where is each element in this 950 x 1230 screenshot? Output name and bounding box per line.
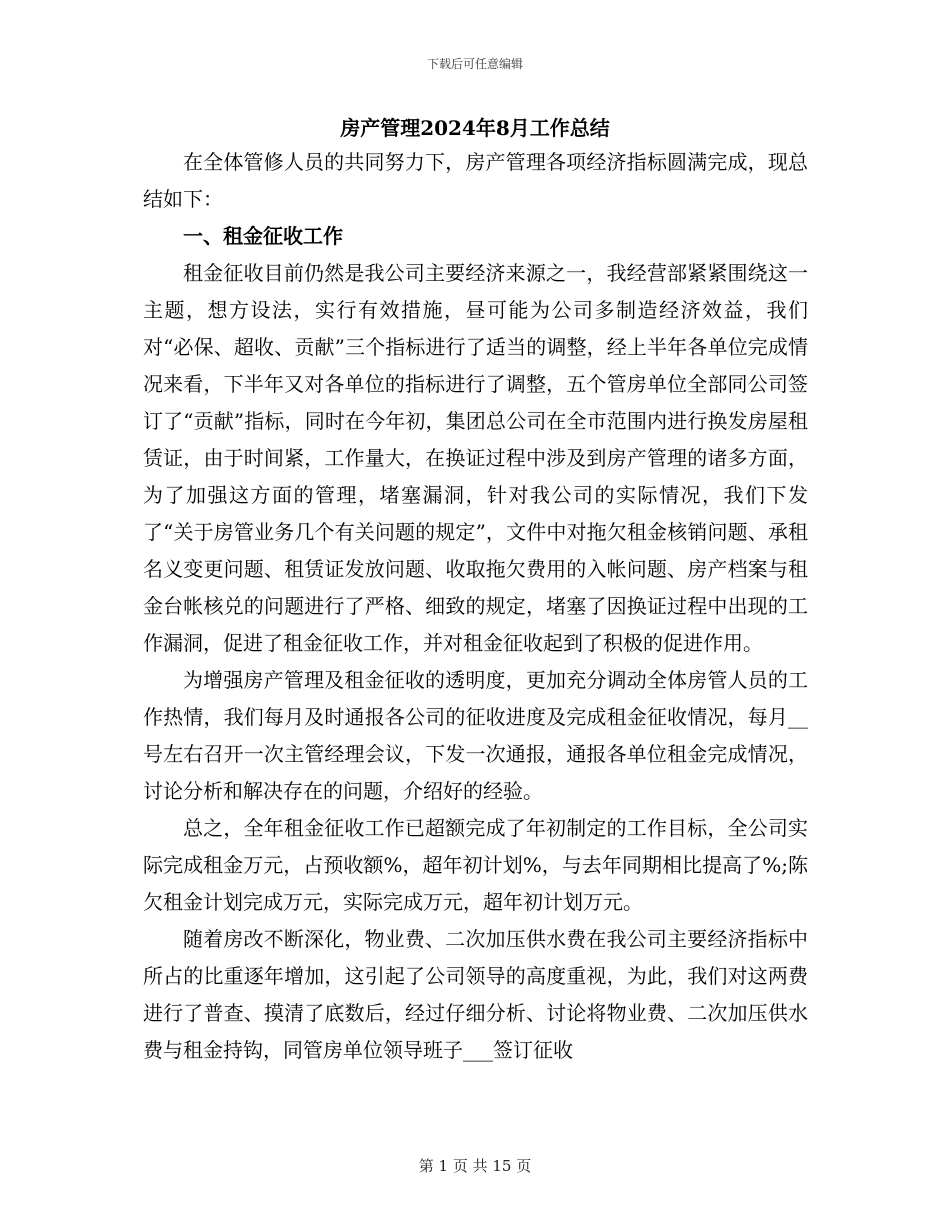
page-footer: 第 1 页 共 15 页 <box>418 1157 532 1175</box>
document-body <box>143 144 808 1069</box>
intro-paragraph: 在全体管修人员的共同努力下，房产管理各项经济指标圆满完成，现总结如下： <box>143 150 808 211</box>
document-title: 房产管理2024年8月工作总结 <box>340 116 610 140</box>
body-paragraph: 随着房改不断深化，物业费、二次加压供水费在我公司主要经济指标中所占的比重逐年增加，这引起了公司领导的高度重视，为此，我们对这两费进行了普查、摸清了底数后，经过仔细分析、讨论将物业费、二次加压供水费与租金持钩，同管房单位领导班子___签订征收 <box>143 927 808 1062</box>
body-paragraph: 为增强房产管理及租金征收的透明度，更加充分调动全体房管人员的工作热情，我们每月及时通报各公司的征收进度及完成租金征收情况，每月__号左右召开一次主管经理会议，下发一次通报，通报各单位租金完成情况，讨论分析和解决存在的问题，介绍好的经验。 <box>143 668 808 803</box>
body-paragraph: 总之，全年租金征收工作已超额完成了年初制定的工作目标，全公司实际完成租金万元，占预收额%，超年初计划%，与去年同期相比提高了%;陈欠租金计划完成万元，实际完成万元，超年初计划万元。 <box>143 816 808 914</box>
body-paragraph: 租金征收目前仍然是我公司主要经济来源之一，我经营部紧紧围绕这一主题，想方设法，实行有效措施，昼可能为公司多制造经济效益，我们对“必保、超收、贡献”三个指标进行了适当的调整，经上半年各单位完成情况来看，下半年又对各单位的指标进行了调整，五个管房单位全部同公司签订了“贡献”指标，同时在今年初，集团总公司在全市范围内进行换发房屋租赁证，由于时间紧，工作量大，在换证过程中涉及到房产管理的诸多方面，为了加强这方面的管理，堵塞漏洞，针对我公司的实际情况，我们下发了“关于房管业务几个有关问题的规定”，文件中对拖欠租金核销问题、承租名义变更问题、租赁证发放问题、收取拖欠费用的入帐问题、房产档案与租金台帐核兑的问题进行了严格、细致的规定，堵塞了因换证过程中出现的工作漏洞，促进了租金征收工作，并对租金征收起到了积极的促进作用。 <box>143 261 808 655</box>
page-header: 下载后可任意编辑 <box>426 57 523 71</box>
section-heading: 一、租金征收工作 <box>183 224 343 248</box>
